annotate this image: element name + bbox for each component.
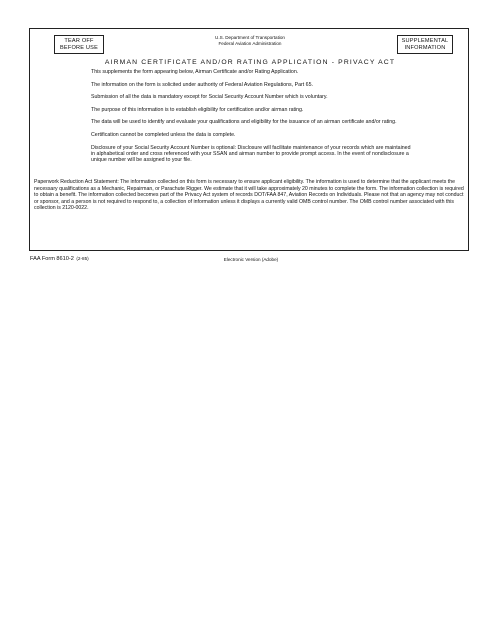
paragraph-completion: Certification cannot be completed unless the data is complete. [91, 131, 236, 138]
privacy-act-body [91, 69, 411, 170]
form-number-footer [30, 256, 89, 262]
supplemental-info-box [397, 35, 453, 54]
tear-off-line-1: TEAR OFF [64, 37, 94, 44]
department-name: U.S. Department of Transportation [215, 35, 285, 40]
tear-off-line-2: BEFORE USE [59, 44, 99, 51]
form-number: FAA Form 8610-2 [30, 256, 74, 262]
form-revision: (2-85) [76, 256, 89, 261]
form-title: AIRMAN CERTIFICATE AND/OR RATING APPLICATION - PRIVACY ACT [104, 59, 396, 66]
paperwork-reduction-statement: Paperwork Reduction Act Statement: The information collected on this form is necessary to ensure applicant eligibility. The information is used to determine that the applicant meets the necessary qualifications as a Mechanic, Repairman, or Parachute Rigger. We estimate that it will take approximately 20 minutes to complete the form. The information collection is required to obtain a benefit. The information collected becomes part of the Privacy Act system of records DOT/FAA 847, Aviation Records on Individuals. Please not that an agency may not conduct or sponsor, and a person is not required to respond to, a collection of information unless it displays a currently valid OMB control number. The OMB control number associated with this collection is 2120-0022. [34, 179, 464, 211]
agency-header [180, 35, 320, 48]
administration-name: Federal Aviation Administration [218, 41, 282, 47]
electronic-version-note: Electronic Version (Adobe) [223, 257, 279, 262]
privacy-act-sheet [29, 28, 469, 251]
supplemental-line-1: SUPPLEMENTAL [401, 37, 449, 44]
paragraph-usage: The data will be used to identify and evaluate your qualifications and eligibility for the issuance of an airman certificate and/or rating. [91, 119, 397, 126]
paragraph-purpose: The purpose of this information is to establish eligibility for certification and/or airman rating. [91, 106, 304, 113]
paragraph-mandatory: Submission of all the data is mandatory except for Social Security Account Number which is voluntary. [91, 94, 328, 101]
tear-off-box [54, 35, 104, 54]
supplemental-line-2: INFORMATION [404, 44, 446, 51]
paragraph-supplement: This supplements the form appearing below, Airman Certificate and/or Rating Application. [91, 69, 299, 75]
paragraph-authority: The information on the form is solicited under authority of Federal Aviation Regulations, Part 65. [91, 81, 313, 88]
paragraph-ssan-disclosure: Disclosure of your Social Security Account Number is optional: Disclosure will facilitate maintenance of your records which are maintained in alphabetical order and cross referenced with your SSAN and airman number to provide prompt access. In the event of nondisclosure a unique number will be assigned to your file. [91, 144, 411, 164]
